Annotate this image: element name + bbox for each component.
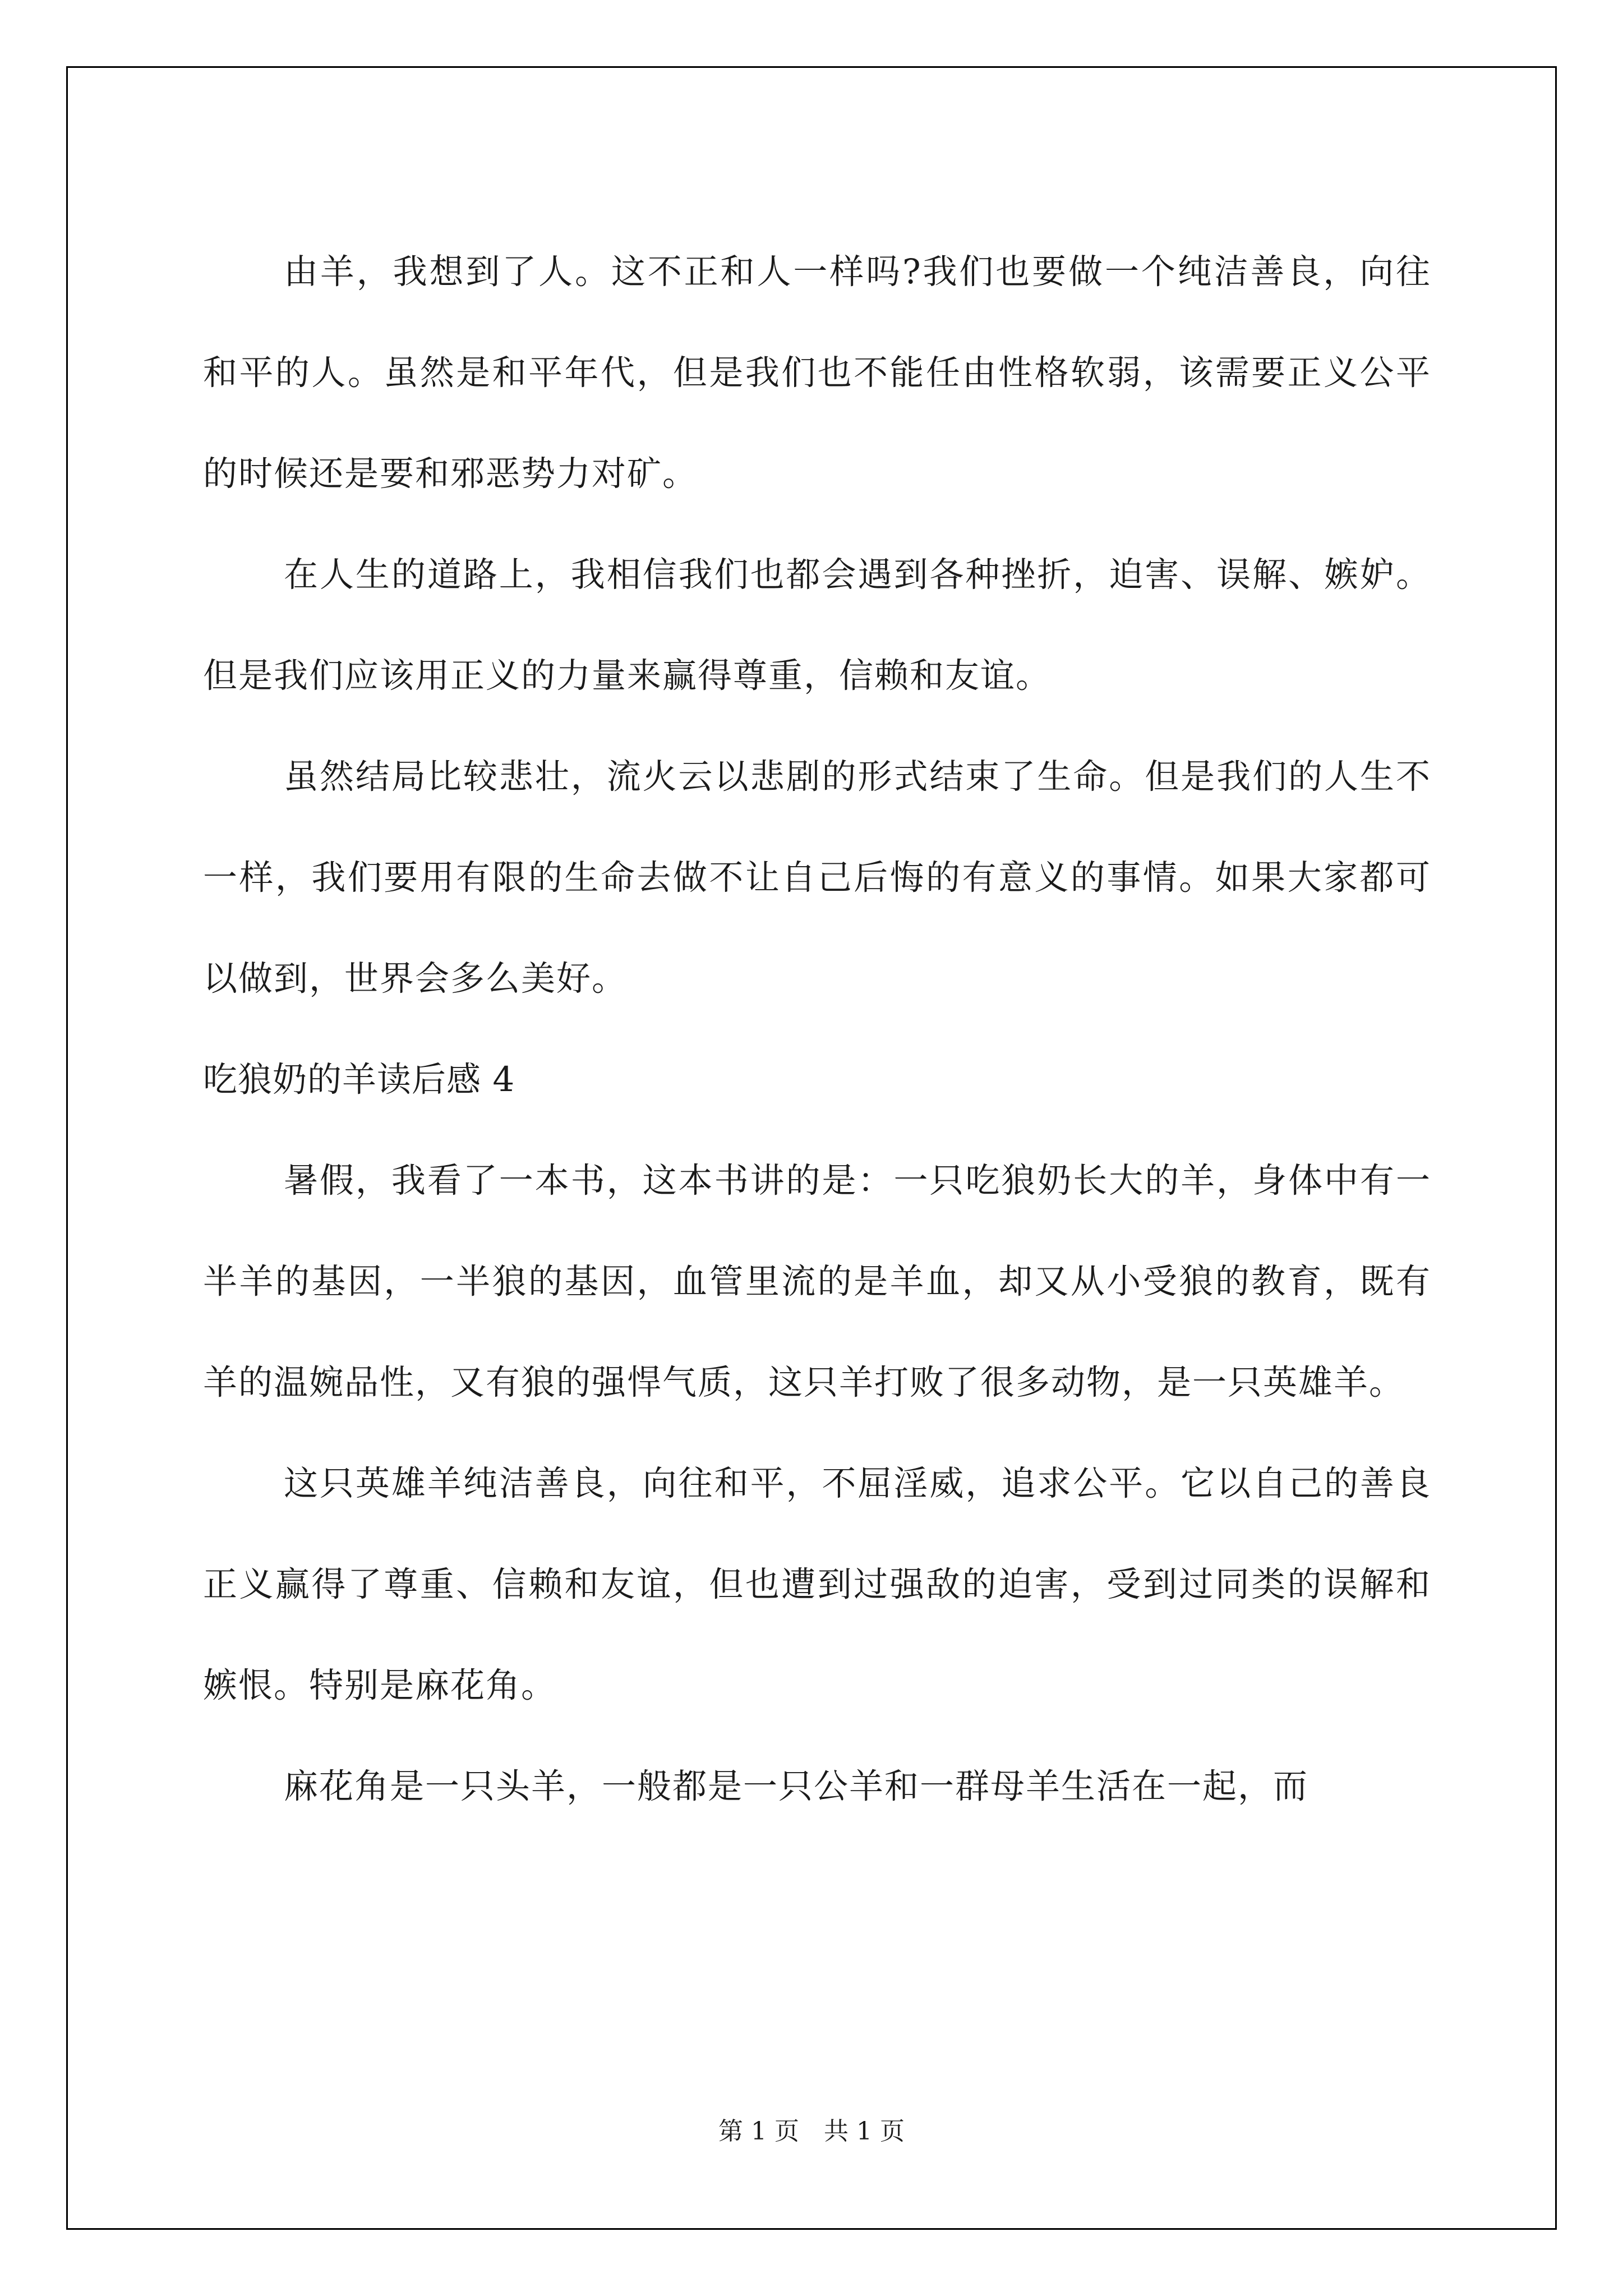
page-number-footer: 第 1 页 共 1 页 (718, 2117, 905, 2146)
paragraph: 由羊，我想到了人。这不正和人一样吗?我们也要做一个纯洁善良，向往和平的人。虽然是和平年代，但是我们也不能任由性格软弱，该需要正义公平的时候还是要和邪恶势力对矿。 (203, 252, 1431, 494)
section-title: 吃狼奶的羊读后感 4 (203, 1060, 515, 1099)
paragraph: 在人生的道路上，我相信我们也都会遇到各种挫折，迫害、误解、嫉妒。但是我们应该用正义的力量来赢得尊重，信赖和友谊。 (203, 555, 1431, 696)
paragraph: 暑假，我看了一本书，这本书讲的是：一只吃狼奶长大的羊，身体中有一半羊的基因，一半狼的基因，血管里流的是羊血，却又从小受狼的教育，既有羊的温婉品性，又有狼的强悍气质，这只羊打败了很多动物，是一只英雄羊。 (203, 1161, 1431, 1402)
paragraph: 麻花角是一只头羊，一般都是一只公羊和一群母羊生活在一起，而 (284, 1766, 1309, 1806)
paragraph: 虽然结局比较悲壮，流火云以悲剧的形式结束了生命。但是我们的人生不一样，我们要用有限的生命去做不让自己后悔的有意义的事情。如果大家都可以做到，世界会多么美好。 (203, 757, 1431, 999)
document-body (203, 222, 1431, 1837)
paragraph: 这只英雄羊纯洁善良，向往和平，不屈淫威，追求公平。它以自己的善良正义赢得了尊重、信赖和友谊，但也遭到过强敌的迫害，受到过同类的误解和嫉恨。特别是麻花角。 (203, 1464, 1431, 1705)
